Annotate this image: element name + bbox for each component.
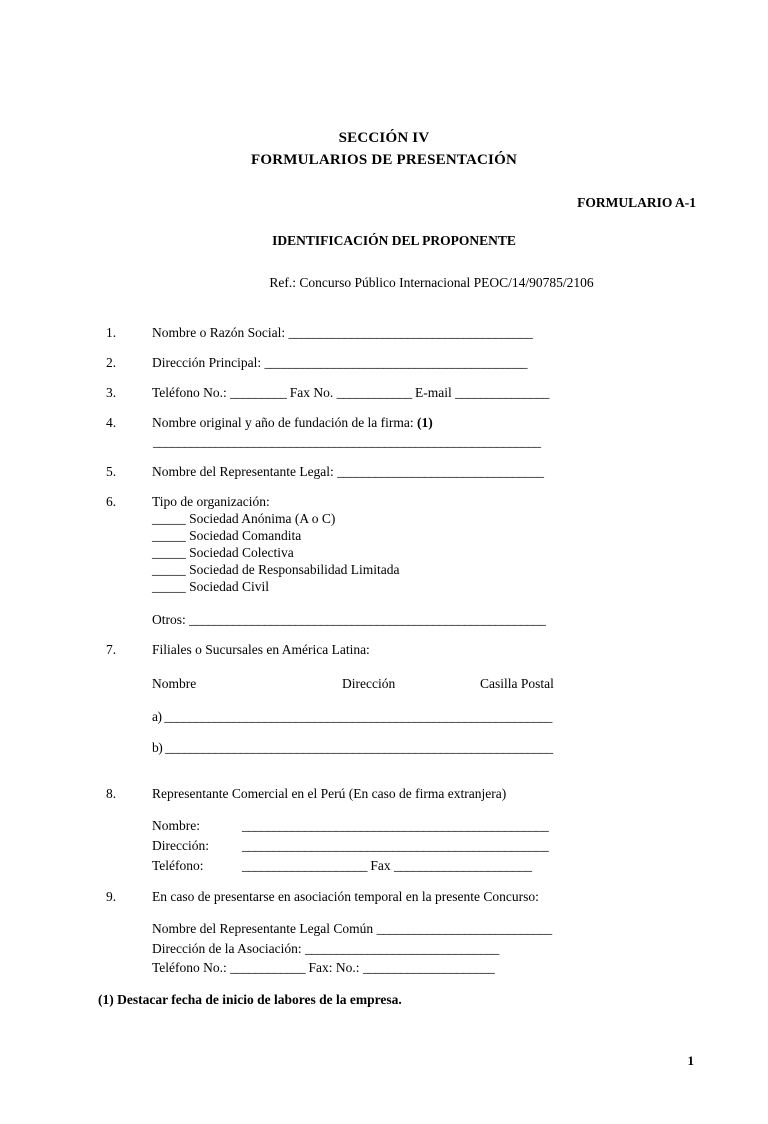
- item-body: [152, 889, 708, 978]
- field-label: Dirección:: [152, 837, 209, 853]
- item-blank-line[interactable]: ______________________________________________________________: [153, 434, 541, 449]
- form-item-2: [106, 355, 708, 371]
- item-body: [152, 494, 708, 628]
- field-label: Nombre:: [152, 818, 200, 834]
- item-blank-line[interactable]: _________________________________: [337, 464, 544, 479]
- field-value-group: [242, 856, 708, 876]
- form-subtitle: IDENTIFICACIÓN DEL PROPONENTE: [272, 233, 516, 248]
- page-title: [0, 130, 768, 169]
- subsidiary-row-a[interactable]: a) ______________________________________________________________: [152, 709, 552, 725]
- form-item-4: [106, 415, 708, 450]
- title-line-2: FORMULARIOS DE PRESENTACIÓN: [251, 152, 517, 168]
- column-header-casilla-postal: Casilla Postal: [480, 676, 554, 692]
- field-telefono-fax: [152, 958, 708, 978]
- item-label: Representante Comercial en el Perú (En caso de firma extranjera): [152, 786, 507, 802]
- field-direccion: [152, 836, 708, 856]
- otros-blank[interactable]: _________________________________________________________: [189, 612, 546, 628]
- telefono-blank[interactable]: _________: [230, 385, 287, 400]
- item-number: 8.: [106, 786, 117, 802]
- form-code: FORMULARIO A-1: [577, 195, 696, 210]
- field-direccion-asociacion: [152, 939, 708, 959]
- item-number: 5.: [106, 464, 117, 479]
- item-number: 6.: [106, 494, 117, 509]
- item-label: Nombre o Razón Social:: [152, 325, 286, 340]
- document-page: [0, 130, 768, 1124]
- item-label: En caso de presentarse en asociación temporal en la presente Concurso:: [152, 889, 539, 905]
- item-label: Tipo de organización:: [152, 494, 270, 509]
- form-item-6: [106, 494, 708, 628]
- field-label: Teléfono:: [152, 857, 204, 873]
- field-blank[interactable]: ____________________________: [376, 921, 552, 937]
- email-blank[interactable]: _______________: [455, 385, 549, 400]
- field-label: Teléfono No.:: [152, 960, 227, 976]
- email-label: E-mail: [415, 385, 452, 400]
- otros-label: Otros:: [152, 612, 186, 628]
- item-body: [152, 415, 708, 450]
- option-sociedad-comandita[interactable]: _____ Sociedad Comandita: [152, 527, 302, 543]
- item-label: Nombre del Representante Legal:: [152, 464, 334, 479]
- field-blank[interactable]: _______________________________: [304, 940, 499, 956]
- field-telefono: [152, 856, 708, 876]
- item-body: [152, 385, 708, 401]
- fax-blank[interactable]: ______________________: [394, 857, 532, 873]
- field-blank[interactable]: _________________________________________________: [242, 818, 549, 834]
- item-number: 9.: [106, 889, 117, 905]
- option-sociedad-responsabilidad-limitada[interactable]: _____ Sociedad de Responsabilidad Limitada: [152, 561, 400, 577]
- field-nombre: [152, 816, 708, 836]
- form-item-9: [106, 889, 708, 978]
- subsidiaries-table-header: [152, 676, 708, 692]
- item-body: [152, 355, 708, 371]
- commercial-rep-fields: [152, 816, 708, 875]
- item-blank-line[interactable]: _______________________________________: [288, 325, 533, 340]
- organization-type-options: [152, 511, 708, 595]
- item-body: [152, 786, 708, 875]
- association-fields: [152, 919, 708, 978]
- option-sociedad-anonima[interactable]: _____ Sociedad Anónima (A o C): [152, 511, 336, 526]
- column-header-nombre: Nombre: [152, 676, 197, 692]
- form-item-7: [106, 642, 708, 756]
- field-label: Dirección de la Asociación:: [152, 940, 302, 956]
- item-label: Teléfono No.:: [152, 385, 227, 400]
- column-header-direccion: Dirección: [342, 676, 396, 692]
- fax-blank[interactable]: ____________: [336, 385, 412, 400]
- item-body: [152, 642, 708, 756]
- telefono-blank[interactable]: ____________________: [242, 857, 367, 873]
- fax-label: Fax No.: [289, 385, 334, 400]
- item-body: [152, 464, 708, 480]
- item-blank-line[interactable]: __________________________________________: [264, 355, 527, 370]
- title-line-1: SECCIÓN IV: [338, 130, 430, 146]
- item-label: Dirección Principal:: [152, 355, 262, 370]
- field-label: Nombre del Representante Legal Común: [152, 921, 374, 937]
- telefono-blank[interactable]: ____________: [230, 960, 306, 976]
- fax-label: Fax: No.:: [308, 960, 360, 976]
- form-item-8: [106, 786, 708, 875]
- option-sociedad-colectiva[interactable]: _____ Sociedad Colectiva: [152, 544, 294, 560]
- footnote: (1) Destacar fecha de inicio de labores de la empresa.: [98, 991, 402, 1007]
- item-body: [152, 325, 708, 341]
- field-representante-legal-comun: [152, 919, 708, 939]
- fax-blank[interactable]: _____________________: [362, 960, 495, 976]
- form-items: [0, 325, 768, 978]
- otros-row: [152, 612, 708, 628]
- reference-line: Ref.: Concurso Público Internacional PEOC/14/90785/2106: [269, 275, 594, 290]
- item-number: 1.: [106, 325, 117, 340]
- item-number: 3.: [106, 385, 117, 400]
- field-blank[interactable]: _________________________________________________: [242, 837, 549, 853]
- item-number: 4.: [106, 415, 117, 430]
- form-item-1: [106, 325, 708, 341]
- subsidiary-row-b[interactable]: b) ______________________________________________________________: [152, 740, 553, 756]
- item-number: 7.: [106, 642, 117, 658]
- page-number: 1: [687, 1053, 694, 1068]
- form-item-3: [106, 385, 708, 401]
- item-label: Nombre original y año de fundación de la firma:: [152, 415, 414, 430]
- item-number: 2.: [106, 355, 117, 370]
- footnote-marker: (1): [417, 415, 433, 430]
- item-label: Filiales o Sucursales en América Latina:: [152, 642, 370, 658]
- form-item-5: [106, 464, 708, 480]
- fax-label: Fax: [370, 857, 391, 873]
- option-sociedad-civil[interactable]: _____ Sociedad Civil: [152, 578, 269, 594]
